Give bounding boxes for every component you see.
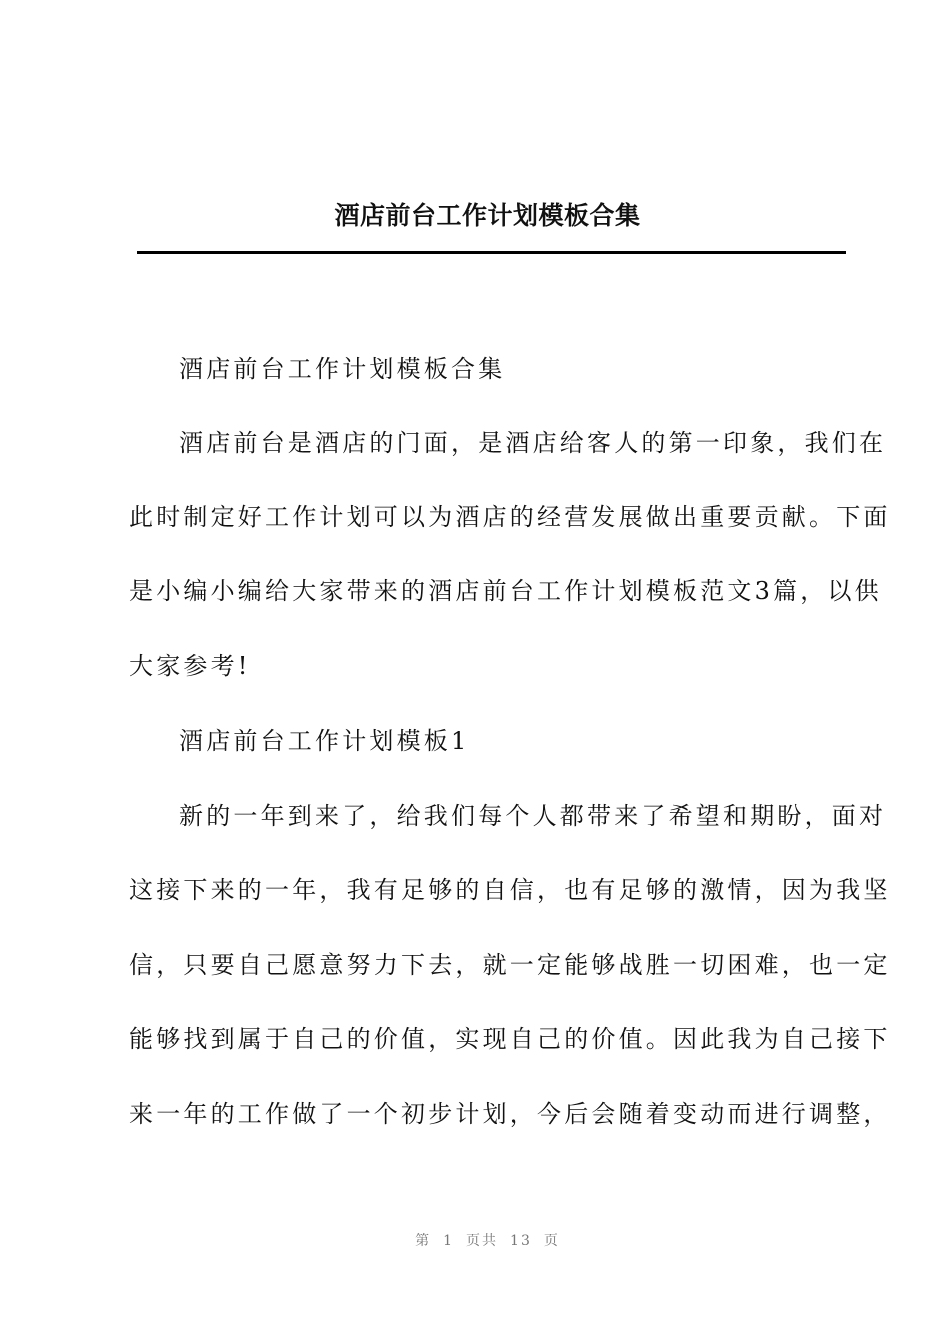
paragraph-line: 新的一年到来了，给我们每个人都带来了希望和期盼，面对 [179, 802, 887, 830]
footer-middle: 页共 [466, 1233, 499, 1249]
paragraph-line: 来一年的工作做了一个初步计划，今后会随着变动而进行调整， [129, 1100, 891, 1128]
paragraph-line: 大家参考! [129, 652, 251, 680]
document-title: 酒店前台工作计划模板合集 [334, 201, 641, 230]
paragraph-line: 信，只要自己愿意努力下去，就一定能够战胜一切困难，也一定 [129, 951, 891, 979]
title-divider [137, 251, 846, 254]
page-number-footer [0, 1230, 950, 1250]
paragraph-line: 酒店前台是酒店的门面，是酒店给客人的第一印象，我们在 [179, 429, 887, 457]
footer-total-pages: 13 [510, 1233, 532, 1249]
paragraph-heading-collection: 酒店前台工作计划模板合集 [179, 355, 506, 383]
footer-prefix: 第 [415, 1233, 432, 1249]
paragraph-line: 这接下来的一年，我有足够的自信，也有足够的激情，因为我坚 [129, 876, 891, 904]
paragraph-line: 是小编小编给大家带来的酒店前台工作计划模板范文3篇，以供 [129, 577, 882, 605]
footer-suffix: 页 [543, 1233, 560, 1249]
section-heading-template-1: 酒店前台工作计划模板1 [179, 727, 470, 755]
footer-current-page: 1 [443, 1233, 455, 1249]
paragraph-line: 此时制定好工作计划可以为酒店的经营发展做出重要贡献。下面 [129, 503, 891, 531]
paragraph-line: 能够找到属于自己的价值，实现自己的价值。因此我为自己接下 [129, 1025, 891, 1053]
